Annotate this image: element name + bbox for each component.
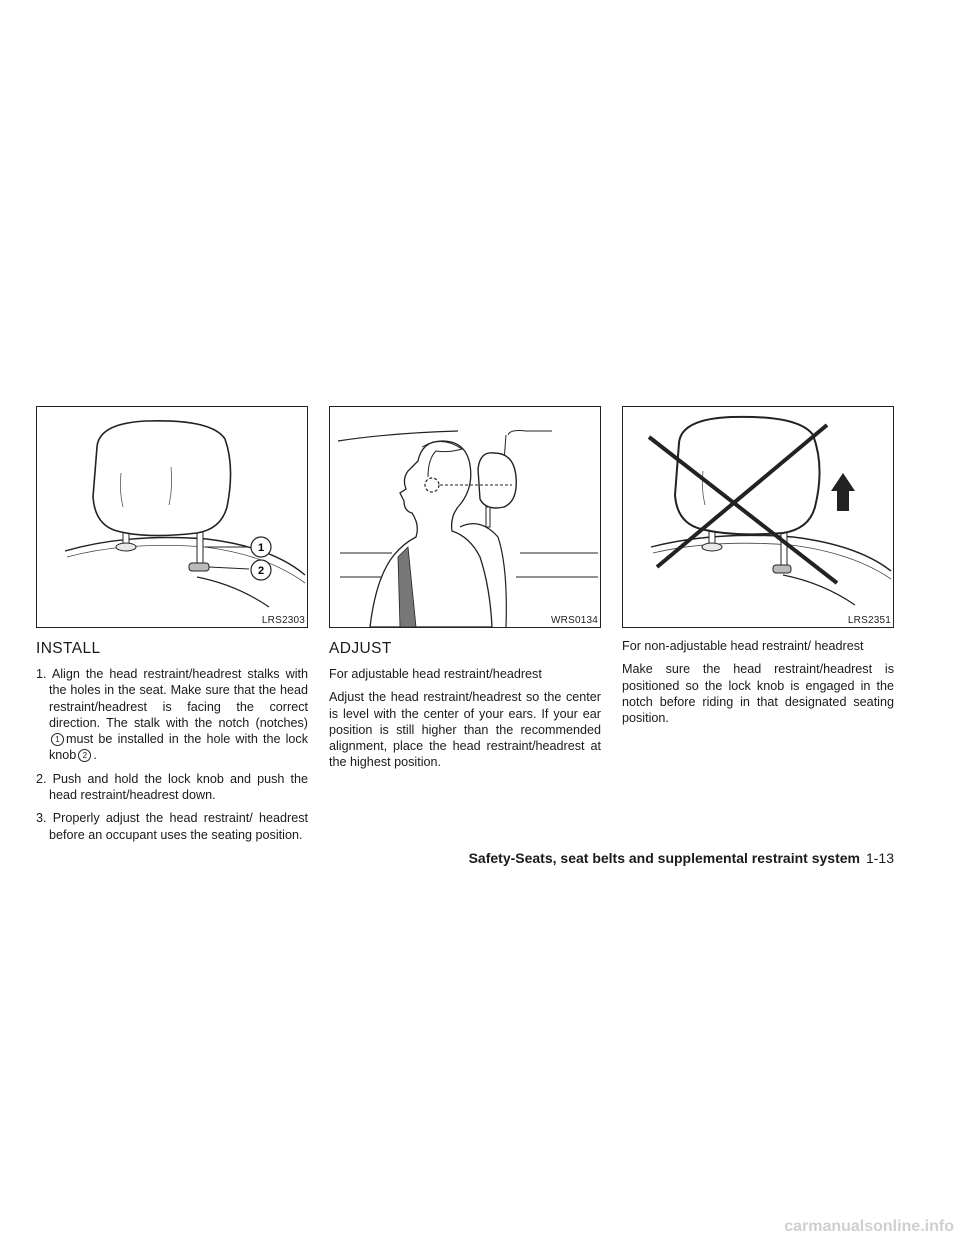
callout-ref-1: 1 [51,733,64,746]
callout-1: 1 [257,542,265,554]
figure-nonadjustable [622,406,894,628]
adjust-body: Adjust the head restraint/headrest so the center is level with the center of your ears. If your ear position is still higher than the recommended alignment, place the head restraint/headrest at the highest position. [329,690,601,770]
headrest-raise-prohibited-illustration [623,407,893,627]
nonadjustable-subheading: For non-adjustable head restraint/ headrest [622,639,864,653]
nonadjustable-column [622,406,894,733]
nonadjustable-body: Make sure the head restraint/headrest is positioned so the lock knob is engaged in the notch before riding in that designated seating position. [622,662,894,726]
install-step-3: 3. Properly adjust the head restraint/ headrest before an occupant uses the seating position. [36,811,308,842]
figure-code: LRS2351 [847,615,891,626]
install-step-2: 2. Push and hold the lock knob and push the head restraint/headrest down. [36,771,308,803]
occupant-headrest-illustration [330,407,600,627]
install-steps [36,666,308,843]
footer-section-title: Safety-Seats, seat belts and supplemental restraint system [468,850,860,866]
install-step-1: 1. Align the head restraint/headrest stalks with the holes in the seat. Make sure that the head restraint/headrest is facing the correct direction. The stalk with the notch (notches)1 must be installed in the hole with the lock knob 2 . [36,667,308,763]
install-heading: INSTALL [36,640,101,657]
figure-code: WRS0134 [551,615,598,626]
adjust-heading: ADJUST [329,640,392,657]
figure-adjust [329,406,601,628]
callout-ref-2: 2 [78,749,91,762]
install-column [36,406,308,850]
headrest-install-illustration [37,407,307,627]
figure-install [36,406,308,628]
adjust-column [329,406,601,778]
callout-2: 2 [257,565,265,577]
watermark: carmanualsonline.info [784,1218,954,1235]
adjust-subheading: For adjustable head restraint/headrest [329,667,542,681]
figure-code: LRS2303 [261,615,305,626]
page-number: 1-13 [865,850,894,866]
page-footer [469,850,894,866]
